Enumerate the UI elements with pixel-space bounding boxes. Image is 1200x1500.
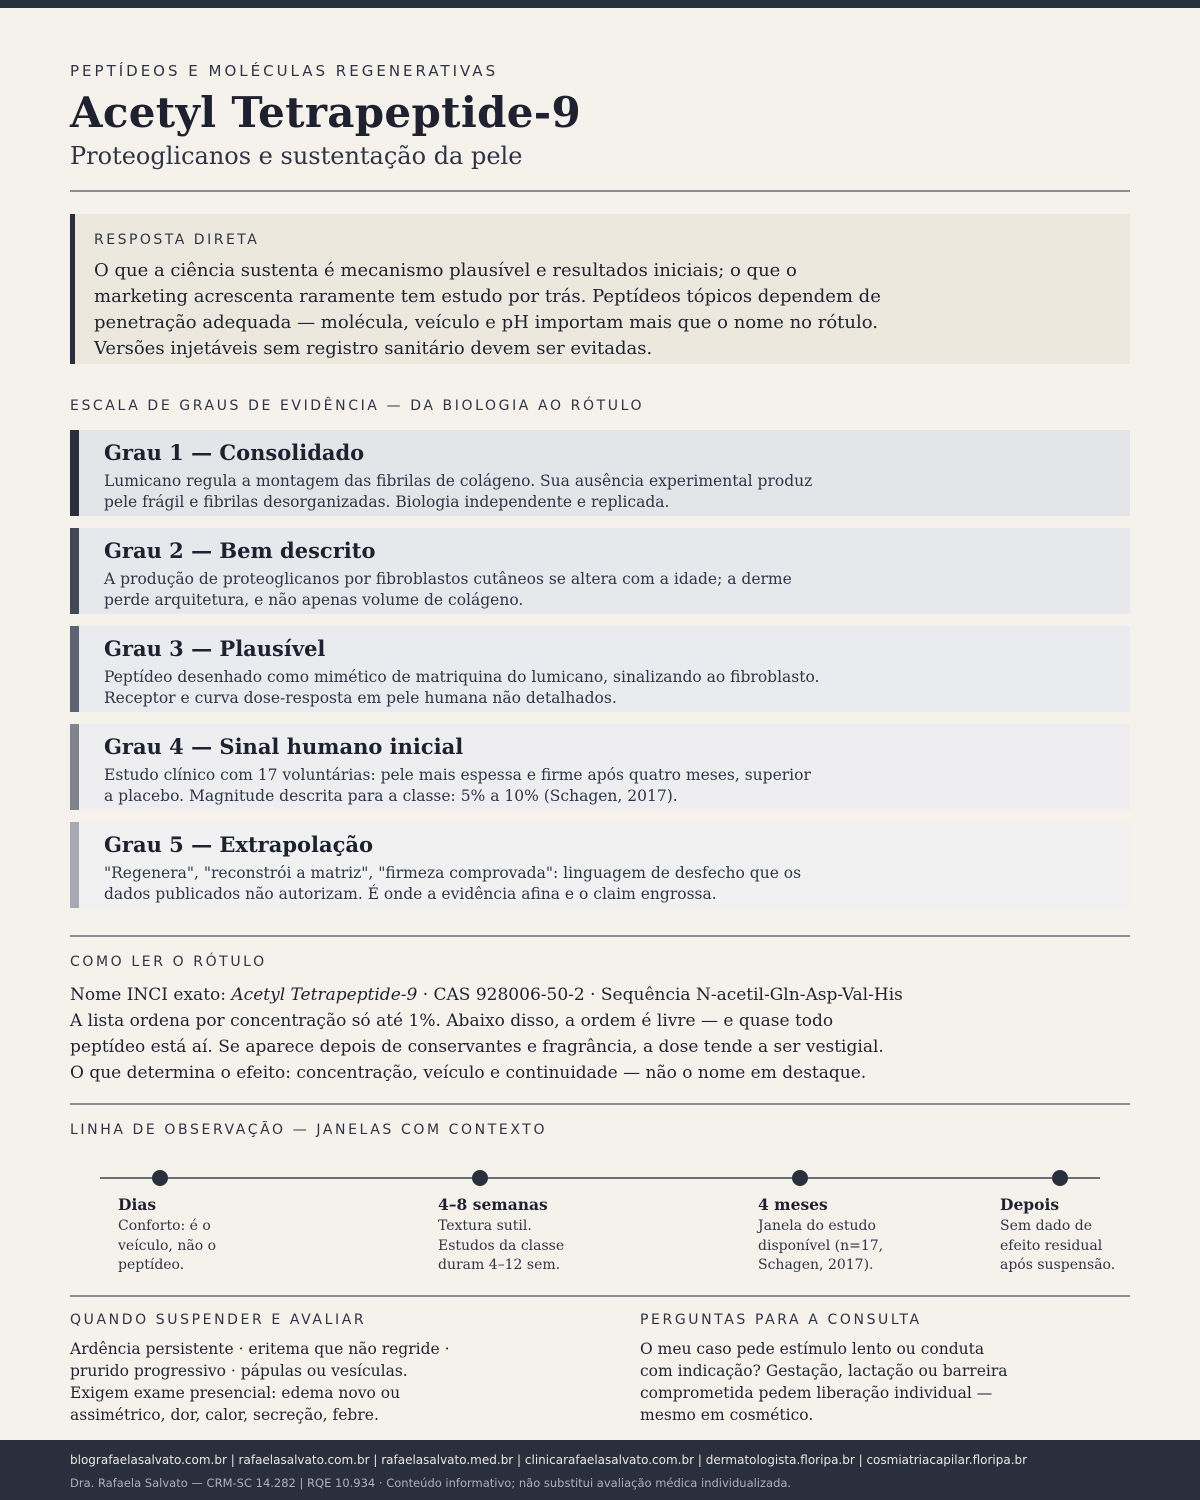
- grade-description: A produção de proteoglicanos por fibroblastos cutâneos se altera com a idade; a derme perde arquitetura, e não apenas volume de colágeno.: [104, 570, 792, 609]
- timeline-kicker: LINHA DE OBSERVAÇÃO — JANELAS COM CONTEXTO: [70, 1122, 548, 1138]
- section-divider: [70, 935, 1130, 937]
- suspend-kicker: QUANDO SUSPENDER E AVALIAR: [70, 1312, 367, 1328]
- grade-title: Grau 5 — Extrapolação: [104, 832, 373, 857]
- inci-line: [70, 982, 1130, 1008]
- questions-kicker: PERGUNTAS PARA A CONSULTA: [640, 1312, 922, 1328]
- evidence-grade-4: [70, 724, 1130, 810]
- label-reading-kicker: COMO LER O RÓTULO: [70, 954, 267, 970]
- inci-prefix: Nome INCI exato:: [70, 985, 232, 1005]
- evidence-scale-kicker: ESCALA DE GRAUS DE EVIDÊNCIA — DA BIOLOGIA AO RÓTULO: [70, 398, 645, 414]
- timeline-item-desc: Janela do estudo disponível (n=17, Schagen, 2017).: [758, 1218, 884, 1273]
- grade-title: Grau 2 — Bem descrito: [104, 538, 376, 563]
- timeline-item-title: Depois: [1000, 1195, 1060, 1214]
- label-line: O que determina o efeito: concentração, veículo e continuidade — não o nome em destaque.: [70, 1063, 867, 1083]
- timeline-marker: [792, 1170, 808, 1186]
- evidence-grade-5: [70, 822, 1130, 908]
- section-divider: [70, 1103, 1130, 1105]
- direct-answer-box: [70, 214, 1130, 364]
- questions-section: [640, 1312, 1020, 1426]
- grade-title: Grau 3 — Plausível: [104, 636, 326, 661]
- footer-links: blografaelasalvato.com.br | rafaelasalvato.com.br | rafaelasalvato.med.br | clinicarafaelasalvato.com.br | dermatologista.floripa.br | cosmiatriacapilar.floripa.br: [70, 1453, 1028, 1467]
- timeline-item-weeks: [438, 1195, 578, 1276]
- timeline-marker: [472, 1170, 488, 1186]
- timeline-marker: [1052, 1170, 1068, 1186]
- timeline-axis: [100, 1177, 1100, 1179]
- timeline-item-after: [1000, 1195, 1130, 1276]
- timeline-item-title: Dias: [118, 1195, 157, 1214]
- grade-description: Estudo clínico com 17 voluntárias: pele mais espessa e firme após quatro meses, superior a placebo. Magnitude descrita para a classe: 5% a 10% (Schagen, 2017).: [104, 766, 811, 805]
- timeline-item-title: 4 meses: [758, 1195, 828, 1214]
- grade-description: "Regenera", "reconstrói a matriz", "firmeza comprovada": linguagem de desfecho que os dados publicados não autorizam. É onde a evidência afina e o claim engrossa.: [104, 864, 802, 903]
- header-divider: [70, 190, 1130, 192]
- timeline-item-desc: Textura sutil. Estudos da classe duram 4–12 sem.: [438, 1218, 565, 1273]
- evidence-grade-2: [70, 528, 1130, 614]
- timeline-item-months: [758, 1195, 898, 1276]
- grade-description: Lumicano regula a montagem das fibrilas de colágeno. Sua ausência experimental produz pele frágil e fibrilas desorganizadas. Biologia independente e replicada.: [104, 472, 813, 511]
- questions-text: O meu caso pede estímulo lento ou conduta com indicação? Gestação, lactação ou barreira comprometida pedem liberação individual — mesmo em cosmético.: [640, 1340, 1008, 1424]
- timeline-item-desc: Conforto: é o veículo, não o peptídeo.: [118, 1218, 217, 1273]
- evidence-grade-1: [70, 430, 1130, 516]
- section-divider: [70, 1295, 1130, 1297]
- footer-credit: Dra. Rafaela Salvato — CRM-SC 14.282 | RQE 10.934 · Conteúdo informativo; não substitui avaliação médica individualizada.: [70, 1476, 792, 1490]
- label-line: peptídeo está aí. Se aparece depois de conservantes e fragrância, a dose tende a ser vestigial.: [70, 1037, 884, 1057]
- label-line: A lista ordena por concentração só até 1%. Abaixo disso, a ordem é livre — e quase todo: [70, 1011, 834, 1031]
- suspend-text: Ardência persistente · eritema que não regride · prurido progressivo · pápulas ou vesículas. Exigem exame presencial: edema novo ou assimétrico, dor, calor, secreção, febre.: [70, 1340, 450, 1424]
- grade-description: Peptídeo desenhado como mimético de matriquina do lumicano, sinalizando ao fibroblasto. Receptor e curva dose-resposta em pele humana não detalhados.: [104, 668, 820, 707]
- timeline-marker: [152, 1170, 168, 1186]
- timeline-item-desc: Sem dado de efeito residual após suspensão.: [1000, 1218, 1116, 1273]
- timeline-item-title: 4–8 semanas: [438, 1195, 548, 1214]
- section-kicker: PEPTÍDEOS E MOLÉCULAS REGENERATIVAS: [70, 62, 499, 80]
- grade-title: Grau 4 — Sinal humano inicial: [104, 734, 464, 759]
- top-accent-bar: [0, 0, 1200, 8]
- label-reading-text: [70, 982, 1130, 1086]
- inci-details: · CAS 928006-50-2 · Sequência N-acetil-Gln-Asp-Val-His: [417, 985, 903, 1005]
- timeline-item-days: [118, 1195, 233, 1276]
- direct-answer-text: O que a ciência sustenta é mecanismo plausível e resultados iniciais; o que o marketing acrescenta raramente tem estudo por trás. Peptídeos tópicos dependem de penetração adequada — molécula, veículo e pH importam mais que o nome no rótulo. Versões injetáveis sem registro sanitário devem ser evitadas.: [94, 260, 881, 359]
- suspend-section: [70, 1312, 465, 1426]
- evidence-grade-3: [70, 626, 1130, 712]
- footer: [0, 1440, 1200, 1500]
- inci-name: Acetyl Tetrapeptide-9: [231, 985, 418, 1005]
- page-title: Acetyl Tetrapeptide-9: [70, 88, 582, 137]
- direct-answer-kicker: RESPOSTA DIRETA: [94, 232, 260, 248]
- page-subtitle: Proteoglicanos e sustentação da pele: [70, 142, 523, 170]
- grade-title: Grau 1 — Consolidado: [104, 440, 365, 465]
